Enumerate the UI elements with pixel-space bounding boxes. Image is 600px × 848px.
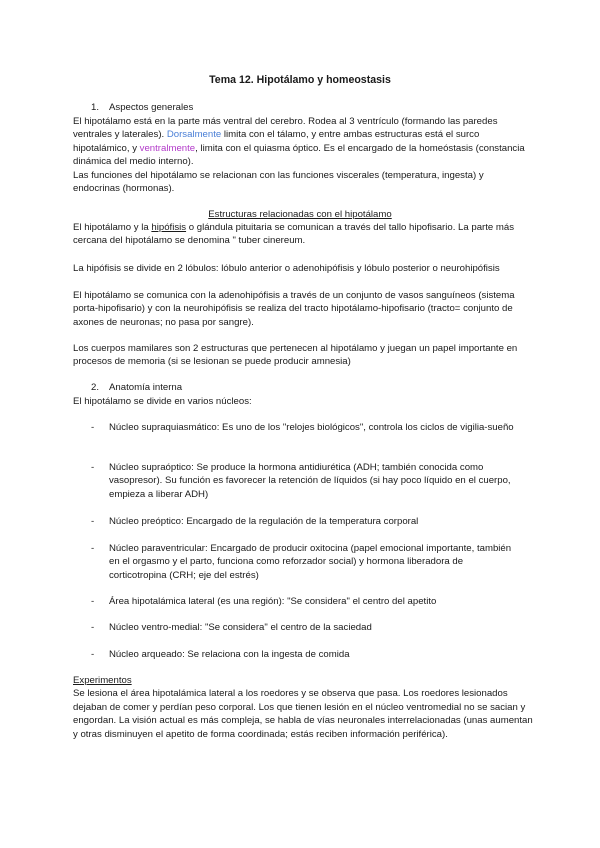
section-1-number: 1.: [91, 102, 100, 113]
bullet-dash: -: [91, 462, 95, 473]
section-2-title: Anatomía interna: [109, 382, 183, 393]
section-2-number: 2.: [91, 382, 100, 393]
experimentos-section: [73, 674, 533, 741]
bullet-dash: -: [91, 516, 95, 527]
estructuras-paragraph-2: La hipófisis se divide en 2 lóbulos: lóbulo anterior o adenohipófisis y lóbulo posterior o neurohipófisis: [73, 263, 500, 274]
dorsalmente-highlight: Dorsalmente: [166, 129, 222, 141]
section-1-body: [73, 115, 533, 195]
bullet-dash: -: [91, 543, 95, 554]
estructuras-paragraph-1: El hipotálamo y la hipófisis o glándula pituitaria se comunican a través del tallo hipofisario. La parte más cercana del hipotálamo se denomina " tuber cinereum.: [73, 222, 515, 247]
experimentos-paragraph: Se lesiona el área hipotalámica lateral a los roedores y se observa que pasa. Los roedores lesionados dejaban de comer y perdían peso corporal. Los que tienen lesión en el núcleo ventromedial no se sacian y engordan. La visión actual es más compleja, se habla de vías neuronales interrelacionadas (unas aumentan y otras disminuyen el apetito de forma coordinada; estás reciben información periférica).: [73, 688, 533, 740]
estructuras-paragraph-3: El hipotálamo se comunica con la adenohipófisis a través de un conjunto de vasos sanguíneos (sistema porta-hipofisario) y con la neurohipófisis se realiza del tracto hipotálamo-hipofisario (tracto= conjunto de axones de neuronas; no pasa por sangre).: [73, 290, 515, 328]
section-2-heading: [91, 381, 182, 394]
section-2-intro: El hipotálamo se divide en varios núcleos:: [73, 396, 252, 407]
bullet-dash: -: [91, 622, 95, 633]
section-1-heading: [91, 101, 193, 114]
section-1-title: Aspectos generales: [109, 102, 194, 113]
document-title: Tema 12. Hipotálamo y homeostasis: [209, 74, 391, 86]
bullet-dash: -: [91, 422, 95, 433]
estructuras-heading: Estructuras relacionadas con el hipotálamo: [208, 209, 392, 220]
section-1-paragraph-1: El hipotálamo está en la parte más ventral del cerebro. Rodea al 3 ventrículo (formando las paredes ventrales y laterales). Dorsalmente limita con el tálamo, y entre ambas estructuras está el surco hipotalámico, y ventralmente, limita con el quiasma óptico. Es el encargado de la homeóstasis (constancia dinámica del medio interno).: [73, 116, 525, 168]
document-page: Tema 12. Hipotálamo y homeostasis 1. Aspectos generales El hipotálamo está en la parte más ventral del cerebro. Rodea al 3 ventrículo (formando las paredes ventrales y laterales). Dorsalmente limita con el tálamo, y entre ambas estructuras está el surco hipotalámico, y ventralmente, limita con el quiasma óptico. Es el encargado de la homeóstasis (constancia dinámica del medio interno). Las funciones del hipotálamo se relacionan con las funciones viscerales (temperatura, ingesta) y endocrinas (hormonas). Estructuras relacionadas con el hipotálamo El hipotálamo y la hipófisis o glándula pituitaria se comunican a través del tallo hipofisario. La parte más cercana del hipotálamo se denomina " tuber cinereum. La hipófisis se divide en 2 lóbulos: lóbulo anterior o adenohipófisis y lóbulo posterior o neurohipófisis El hipotálamo se comunica con la adenohipófisis a través de un conjunto de vasos sanguíneos (sistema porta-hipofisario) y con la neurohipófisis se realiza del tracto hipotálamo-hipofisario (tracto= conjunto de axones de neuronas; no pasa por sangre). Los cuerpos mamilares son 2 estructuras que pertenecen al hipotálamo y juegan un papel importante en procesos de memoria (si se lesionan se puede producir amnesia) 2. Anatomía interna El hipotálamo se divide en varios núcleos: - Núcleo supraquiasmático: Es uno de los "relojes biológicos", controla los ciclos de vigilia-sueño - Núcleo supraóptico: Se produce la hormona antidiurética (ADH; también conocida como vasopresor). Su función es favorecer la retención de líquidos (si hay poco líquido en el cuerpo, empieza a liberar ADH) - Núcleo preóptico: Encargado de la regulación de la temperatura corporal - Núcleo paraventricular: Encargado de producir oxitocina (papel emocional importante, también en el orgasmo y el parto, funciona como reforzador social) y hormona liberadora de corticotropina (CRH; eje del estrés) - Área hipotalámica lateral (es una región): "Se considera" el centro del apetito - Núcleo ventro-medial: "Se considera" el centro de la saciedad - Núcleo arqueado: Se relaciona con la ingesta de comida Experimentos Se lesiona el área hipotalámica lateral a los roedores y se observa que pasa. Los roedores lesionados dejaban de comer y perdían peso corporal. Los que tienen lesión en el núcleo ventromedial no se sacian y engordan. La visión actual es más compleja, se habla de vías neuronales interrelacionadas (unas aumentan y otras disminuyen el apetito de forma coordinada; estás reciben información periférica).: [0, 0, 600, 848]
section-1-paragraph-2: Las funciones del hipotálamo se relacionan con las funciones viscerales (temperatura, ingesta) y endocrinas (hormonas).: [73, 169, 484, 195]
ventralmente-highlight: ventralmente: [139, 142, 196, 154]
hipofisis-underlined: hipófisis: [151, 222, 187, 233]
bullet-dash: -: [91, 596, 95, 607]
estructuras-paragraph-4: Los cuerpos mamilares son 2 estructuras que pertenecen al hipotálamo y juegan un papel importante en procesos de memoria (si se lesionan se puede producir amnesia): [73, 343, 518, 368]
bullet-dash: -: [91, 649, 95, 660]
experimentos-heading: Experimentos: [73, 675, 132, 686]
